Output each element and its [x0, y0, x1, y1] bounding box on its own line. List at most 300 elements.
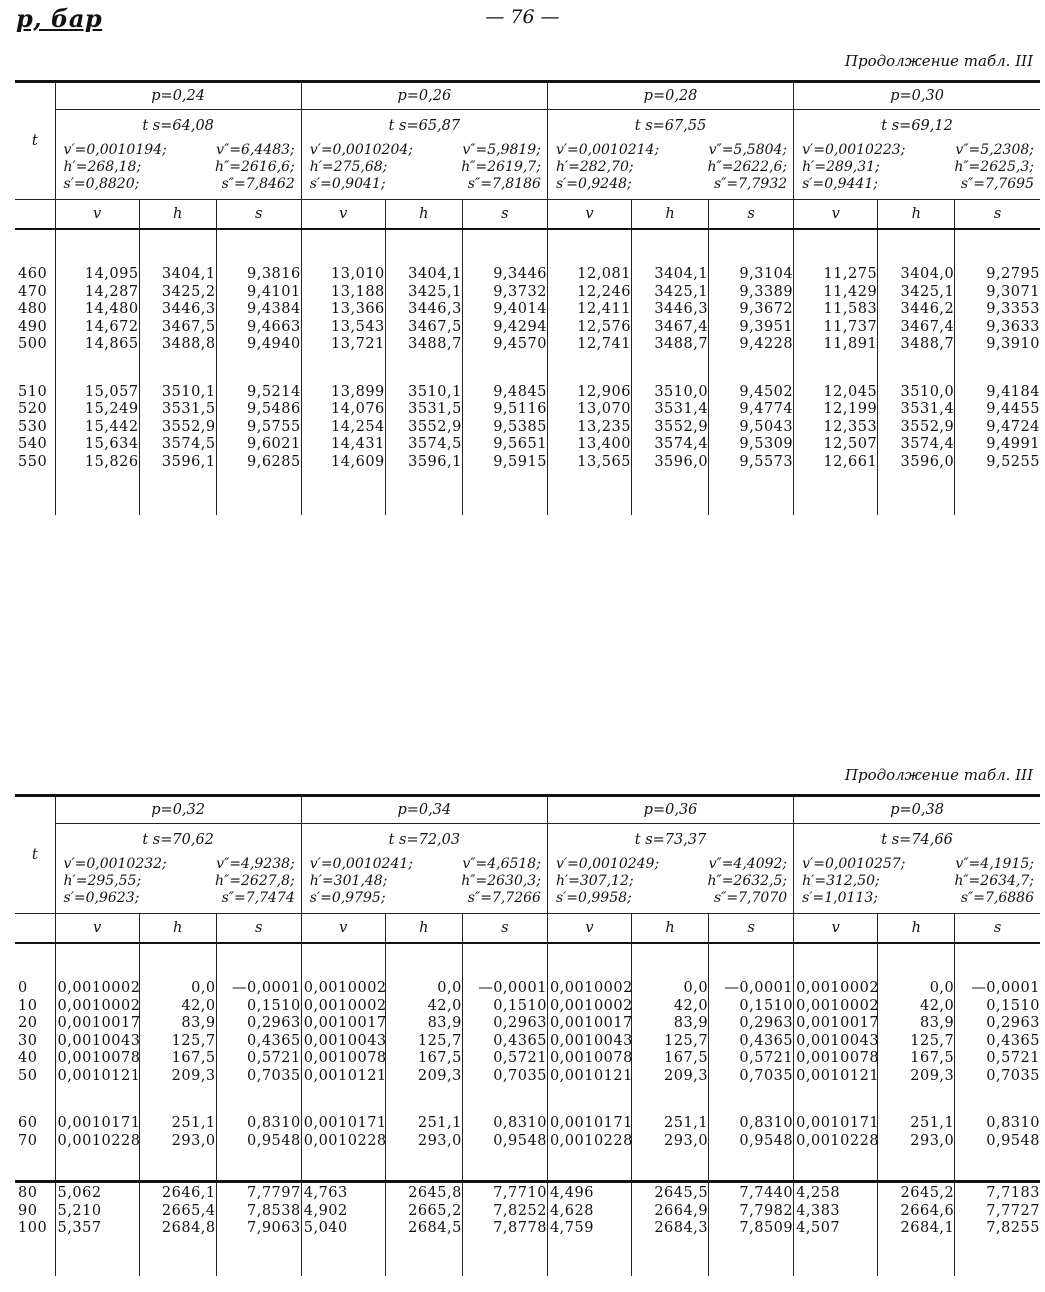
value-cell: 0,2963 [709, 1015, 794, 1033]
spacer-cell [139, 1238, 216, 1276]
value-cell: 0,1510 [462, 998, 547, 1016]
value-cell: 2665,4 [139, 1203, 216, 1221]
value-cell: 3574,4 [632, 436, 709, 454]
spacer-cell [878, 1238, 955, 1276]
value-cell: 0,0010078 [547, 1050, 631, 1068]
value-cell: 0,5721 [216, 1050, 301, 1068]
table-row [15, 998, 1040, 1016]
value-cell: 0,2963 [216, 1015, 301, 1033]
value-cell: 9,5214 [216, 384, 301, 402]
spacer-cell [462, 1238, 547, 1276]
value-cell: 293,0 [632, 1133, 709, 1151]
value-cell: 42,0 [878, 998, 955, 1016]
value-cell: 14,609 [301, 454, 385, 472]
saturation-v2: v″=4,4092; [708, 856, 788, 872]
value-cell: 9,4570 [462, 336, 547, 354]
value-cell: 5,040 [301, 1220, 385, 1238]
temperature-cell: 500 [18, 336, 48, 352]
spacer-cell [955, 1238, 1040, 1276]
spacer-cell [955, 943, 1040, 980]
saturation-temperature: t s=74,66 [794, 824, 1040, 853]
value-cell: 9,3446 [462, 266, 547, 284]
saturation-v1: v′=0,0010249; [555, 856, 660, 872]
spacer-cell [462, 471, 547, 515]
column-header-blank [15, 914, 55, 944]
value-cell: 9,5309 [709, 436, 794, 454]
value-cell: 0,0010171 [301, 1115, 385, 1133]
saturation-properties [301, 852, 547, 914]
spacer-cell [462, 1150, 547, 1182]
table-row [15, 401, 1040, 419]
column-header-h: h [878, 200, 955, 230]
value-cell: 13,366 [301, 301, 385, 319]
value-cell: —0,0001 [709, 980, 794, 998]
value-cell: 3488,8 [139, 336, 216, 354]
value-cell: 9,4991 [955, 436, 1040, 454]
value-cell: 14,287 [55, 284, 139, 302]
spacer-cell [878, 1085, 955, 1115]
temperature-cell: 10 [18, 997, 38, 1014]
column-header-v: v [547, 914, 631, 944]
spacer-cell [709, 1085, 794, 1115]
temperature-cell: 70 [18, 1132, 38, 1149]
saturation-v2: v″=5,2308; [955, 142, 1034, 158]
value-cell: 3574,5 [139, 436, 216, 454]
value-cell: 9,5651 [462, 436, 547, 454]
spacer-cell [547, 229, 631, 266]
value-cell: 0,0010043 [301, 1033, 385, 1051]
saturation-properties [794, 852, 1040, 914]
value-cell: 7,7440 [709, 1182, 794, 1203]
steam-table-2 [15, 794, 1040, 1276]
spacer-cell [139, 354, 216, 384]
value-cell: 167,5 [139, 1050, 216, 1068]
column-header-t: t [31, 133, 38, 149]
spacer-cell [794, 354, 878, 384]
saturation-v2: v″=5,9819; [462, 142, 541, 158]
saturation-v2: v″=5,5804; [708, 142, 788, 158]
saturation-s2: s″=7,6886 [960, 890, 1034, 906]
value-cell: 2684,5 [385, 1220, 462, 1238]
temperature-cell: 0 [18, 980, 28, 996]
value-cell: 9,5486 [216, 401, 301, 419]
saturation-v1: v′=0,0010232; [63, 856, 167, 872]
saturation-temperature: t s=73,37 [547, 824, 793, 853]
value-cell: 9,5573 [709, 454, 794, 472]
spacer-cell [462, 354, 547, 384]
value-cell: 0,7035 [709, 1068, 794, 1086]
spacer-cell [15, 1150, 55, 1182]
spacer-cell [139, 229, 216, 266]
value-cell: 12,906 [547, 384, 631, 402]
table-row [15, 436, 1040, 454]
saturation-properties [55, 852, 301, 914]
value-cell: 3552,9 [878, 419, 955, 437]
saturation-h1: h′=301,48; [309, 873, 388, 889]
value-cell: 7,7727 [955, 1203, 1040, 1221]
value-cell: 0,4365 [709, 1033, 794, 1051]
value-cell: 167,5 [878, 1050, 955, 1068]
saturation-h1: h′=307,12; [555, 873, 634, 889]
spacer-cell [139, 943, 216, 980]
saturation-temperature: t s=64,08 [55, 110, 301, 139]
spacer-cell [385, 1150, 462, 1182]
value-cell: 12,576 [547, 319, 631, 337]
spacer-cell [139, 1150, 216, 1182]
value-cell: 0,0 [139, 980, 216, 998]
value-cell: 9,2795 [955, 266, 1040, 284]
value-cell: 9,4502 [709, 384, 794, 402]
value-cell: 0,5721 [462, 1050, 547, 1068]
value-cell: 2665,2 [385, 1203, 462, 1221]
spacer-cell [709, 229, 794, 266]
saturation-v1: v′=0,0010223; [802, 142, 906, 158]
spacer-cell [955, 1085, 1040, 1115]
column-header-v: v [55, 200, 139, 230]
value-cell: 0,0010171 [794, 1115, 878, 1133]
pressure-label: p=0,28 [547, 82, 793, 110]
pressure-label: p=0,38 [794, 796, 1040, 824]
value-cell: 7,9063 [216, 1220, 301, 1238]
saturation-s2: s″=7,7070 [714, 890, 788, 906]
value-cell: 13,188 [301, 284, 385, 302]
value-cell: 3531,5 [139, 401, 216, 419]
value-cell: 3574,4 [878, 436, 955, 454]
spacer-cell [216, 471, 301, 515]
spacer-cell [955, 1150, 1040, 1182]
value-cell: 3467,5 [139, 319, 216, 337]
temperature-cell: 490 [18, 318, 48, 335]
table-row [15, 1015, 1040, 1033]
spacer-cell [462, 229, 547, 266]
value-cell: 3574,5 [385, 436, 462, 454]
value-cell: 0,5721 [709, 1050, 794, 1068]
value-cell: 0,8310 [709, 1115, 794, 1133]
spacer-cell [15, 1238, 55, 1276]
value-cell: 0,0010043 [55, 1033, 139, 1051]
value-cell: 15,249 [55, 401, 139, 419]
value-cell: 12,045 [794, 384, 878, 402]
saturation-v1: v′=0,0010241; [309, 856, 413, 872]
value-cell: 0,0010171 [547, 1115, 631, 1133]
saturation-v1: v′=0,0010214; [555, 142, 660, 158]
spacer-cell [216, 1150, 301, 1182]
column-header-s: s [462, 914, 547, 944]
table-row [15, 419, 1040, 437]
value-cell: 12,411 [547, 301, 631, 319]
value-cell: 0,0010228 [55, 1133, 139, 1151]
value-cell: 7,8509 [709, 1220, 794, 1238]
spacer-cell [55, 1238, 139, 1276]
saturation-properties [55, 138, 301, 200]
value-cell: 209,3 [139, 1068, 216, 1086]
saturation-temperature: t s=69,12 [794, 110, 1040, 139]
value-cell: 9,5043 [709, 419, 794, 437]
pressure-label: p=0,30 [794, 82, 1040, 110]
saturation-s1: s′=0,8820; [63, 176, 140, 192]
value-cell: 3404,1 [139, 266, 216, 284]
saturation-properties [547, 852, 793, 914]
value-cell: 9,4384 [216, 301, 301, 319]
saturation-h1: h′=289,31; [802, 159, 880, 175]
pressure-label: p=0,32 [55, 796, 301, 824]
spacer-cell [216, 1085, 301, 1115]
value-cell: 0,0 [632, 980, 709, 998]
spacer-cell [547, 1085, 631, 1115]
saturation-s2: s″=7,8462 [221, 176, 295, 192]
value-cell: 3425,1 [385, 284, 462, 302]
pressure-label: p=0,34 [301, 796, 547, 824]
value-cell: 13,400 [547, 436, 631, 454]
value-cell: 42,0 [385, 998, 462, 1016]
spacer-cell [15, 471, 55, 515]
value-cell: 0,0010043 [547, 1033, 631, 1051]
value-cell: 0,0 [878, 980, 955, 998]
table-row [15, 336, 1040, 354]
value-cell: 0,0 [385, 980, 462, 998]
spacer-cell [139, 1085, 216, 1115]
temperature-cell: 50 [18, 1067, 38, 1084]
spacer-cell [794, 1238, 878, 1276]
value-cell: 7,8778 [462, 1220, 547, 1238]
saturation-properties [794, 138, 1040, 200]
spacer-cell [632, 229, 709, 266]
saturation-s2: s″=7,7474 [221, 890, 295, 906]
spacer-cell [547, 943, 631, 980]
continuation-label-1: Продолжение табл. III [844, 52, 1033, 70]
value-cell: 2664,6 [878, 1203, 955, 1221]
saturation-h2: h″=2616,6; [215, 159, 295, 175]
spacer-cell [547, 1238, 631, 1276]
value-cell: 13,070 [547, 401, 631, 419]
value-cell: 3552,9 [385, 419, 462, 437]
saturation-h1: h′=275,68; [309, 159, 388, 175]
saturation-s1: s′=0,9441; [802, 176, 878, 192]
column-header-v: v [794, 200, 878, 230]
value-cell: 0,0010228 [794, 1133, 878, 1151]
table-row [15, 1182, 1040, 1203]
column-header-v: v [301, 200, 385, 230]
spacer-cell [15, 943, 55, 980]
column-header-v: v [794, 914, 878, 944]
value-cell: 0,0010078 [55, 1050, 139, 1068]
value-cell: 3510,0 [878, 384, 955, 402]
value-cell: 3552,9 [139, 419, 216, 437]
column-header-s: s [955, 914, 1040, 944]
value-cell: 3446,2 [878, 301, 955, 319]
spacer-cell [139, 471, 216, 515]
value-cell: 2684,8 [139, 1220, 216, 1238]
value-cell: 9,5385 [462, 419, 547, 437]
value-cell: 0,9548 [709, 1133, 794, 1151]
saturation-s1: s′=0,9795; [309, 890, 386, 906]
temperature-cell: 40 [18, 1050, 38, 1066]
spacer-cell [794, 1150, 878, 1182]
value-cell: 0,4365 [216, 1033, 301, 1051]
value-cell: 0,0010017 [301, 1015, 385, 1033]
value-cell: 0,8310 [955, 1115, 1040, 1133]
value-cell: 2664,9 [632, 1203, 709, 1221]
pressure-label: p=0,26 [301, 82, 547, 110]
spacer-cell [385, 1238, 462, 1276]
saturation-h1: h′=268,18; [63, 159, 142, 175]
value-cell: 9,3633 [955, 319, 1040, 337]
saturation-s2: s″=7,7266 [467, 890, 541, 906]
value-cell: 0,2963 [462, 1015, 547, 1033]
value-cell: 11,429 [794, 284, 878, 302]
saturation-temperature: t s=65,87 [301, 110, 547, 139]
spacer-cell [55, 1085, 139, 1115]
table-row [15, 266, 1040, 284]
spacer-cell [878, 943, 955, 980]
value-cell: 13,543 [301, 319, 385, 337]
value-cell: 9,3353 [955, 301, 1040, 319]
value-cell: 83,9 [878, 1015, 955, 1033]
value-cell: 0,1510 [955, 998, 1040, 1016]
value-cell: 0,4365 [462, 1033, 547, 1051]
value-cell: 4,628 [547, 1203, 631, 1221]
column-header-v: v [301, 914, 385, 944]
value-cell: 3531,5 [385, 401, 462, 419]
value-cell: 0,0010078 [794, 1050, 878, 1068]
spacer-cell [709, 471, 794, 515]
value-cell: 3404,1 [385, 266, 462, 284]
saturation-s2: s″=7,7932 [714, 176, 788, 192]
temperature-cell: 530 [18, 418, 48, 435]
temperature-cell: 100 [18, 1220, 48, 1236]
value-cell: 251,1 [385, 1115, 462, 1133]
spacer-cell [547, 1150, 631, 1182]
saturation-v2: v″=4,9238; [216, 856, 295, 872]
value-cell: 3467,4 [632, 319, 709, 337]
value-cell: 0,8310 [462, 1115, 547, 1133]
saturation-h1: h′=312,50; [802, 873, 880, 889]
value-cell: 2684,3 [632, 1220, 709, 1238]
temperature-cell: 20 [18, 1015, 38, 1031]
value-cell: 3488,7 [385, 336, 462, 354]
saturation-v1: v′=0,0010257; [802, 856, 906, 872]
column-header-h: h [632, 200, 709, 230]
temperature-cell: 90 [18, 1202, 38, 1219]
saturation-h2: h″=2622,6; [707, 159, 788, 175]
value-cell: 0,0010228 [301, 1133, 385, 1151]
spacer-cell [15, 229, 55, 266]
value-cell: 3425,1 [878, 284, 955, 302]
saturation-properties [547, 138, 793, 200]
spacer-cell [632, 1238, 709, 1276]
value-cell: 9,4455 [955, 401, 1040, 419]
value-cell: 209,3 [632, 1068, 709, 1086]
value-cell: 3531,4 [632, 401, 709, 419]
saturation-h1: h′=295,55; [63, 873, 142, 889]
saturation-s1: s′=0,9623; [63, 890, 140, 906]
value-cell: 9,4845 [462, 384, 547, 402]
value-cell: 0,4365 [955, 1033, 1040, 1051]
value-cell: 13,721 [301, 336, 385, 354]
value-cell: 209,3 [385, 1068, 462, 1086]
value-cell: 15,634 [55, 436, 139, 454]
value-cell: 13,565 [547, 454, 631, 472]
value-cell: 9,3071 [955, 284, 1040, 302]
saturation-h2: h″=2632,5; [707, 873, 788, 889]
column-header-h: h [385, 200, 462, 230]
saturation-s1: s′=0,9958; [555, 890, 632, 906]
value-cell: 12,353 [794, 419, 878, 437]
steam-table-1 [15, 80, 1040, 515]
spacer-cell [632, 1150, 709, 1182]
value-cell: 3510,1 [385, 384, 462, 402]
value-cell: 14,095 [55, 266, 139, 284]
value-cell: 167,5 [385, 1050, 462, 1068]
value-cell: 12,081 [547, 266, 631, 284]
value-cell: 9,4294 [462, 319, 547, 337]
saturation-temperature: t s=70,62 [55, 824, 301, 853]
value-cell: 0,9548 [216, 1133, 301, 1151]
value-cell: 125,7 [385, 1033, 462, 1051]
value-cell: 0,0010002 [301, 980, 385, 998]
value-cell: 4,258 [794, 1182, 878, 1203]
column-header-t: t [31, 847, 38, 863]
value-cell: 293,0 [139, 1133, 216, 1151]
value-cell: 2646,1 [139, 1182, 216, 1203]
value-cell: 12,246 [547, 284, 631, 302]
value-cell: 9,4101 [216, 284, 301, 302]
page-header-title: р, бар [16, 4, 103, 33]
value-cell: 11,737 [794, 319, 878, 337]
value-cell: 209,3 [878, 1068, 955, 1086]
value-cell: 0,7035 [955, 1068, 1040, 1086]
saturation-v2: v″=4,6518; [462, 856, 541, 872]
value-cell: 251,1 [139, 1115, 216, 1133]
value-cell: 9,3816 [216, 266, 301, 284]
temperature-cell: 510 [18, 383, 48, 400]
column-header-s: s [709, 914, 794, 944]
spacer-cell [632, 1085, 709, 1115]
value-cell: 0,0010002 [547, 998, 631, 1016]
value-cell: 0,1510 [709, 998, 794, 1016]
value-cell: 42,0 [139, 998, 216, 1016]
value-cell: 3446,3 [139, 301, 216, 319]
value-cell: 12,661 [794, 454, 878, 472]
value-cell: 3531,4 [878, 401, 955, 419]
value-cell: 12,507 [794, 436, 878, 454]
value-cell: 3404,0 [878, 266, 955, 284]
saturation-s1: s′=0,9248; [555, 176, 632, 192]
value-cell: 9,4014 [462, 301, 547, 319]
spacer-cell [55, 354, 139, 384]
column-header-h: h [878, 914, 955, 944]
spacer-cell [955, 229, 1040, 266]
temperature-cell: 550 [18, 453, 48, 470]
table-row [15, 1133, 1040, 1151]
saturation-s1: s′=1,0113; [802, 890, 878, 906]
page-number: — 76 — [485, 6, 560, 28]
table-row [15, 1068, 1040, 1086]
table-row [15, 1220, 1040, 1238]
spacer-cell [547, 354, 631, 384]
table-row [15, 454, 1040, 472]
value-cell: 125,7 [632, 1033, 709, 1051]
spacer-cell [385, 354, 462, 384]
value-cell: 9,3104 [709, 266, 794, 284]
value-cell: 0,0010002 [55, 998, 139, 1016]
value-cell: 0,0010121 [55, 1068, 139, 1086]
spacer-cell [55, 1150, 139, 1182]
spacer-cell [462, 1085, 547, 1115]
value-cell: 7,7183 [955, 1182, 1040, 1203]
spacer-cell [55, 471, 139, 515]
saturation-temperature: t s=72,03 [301, 824, 547, 853]
